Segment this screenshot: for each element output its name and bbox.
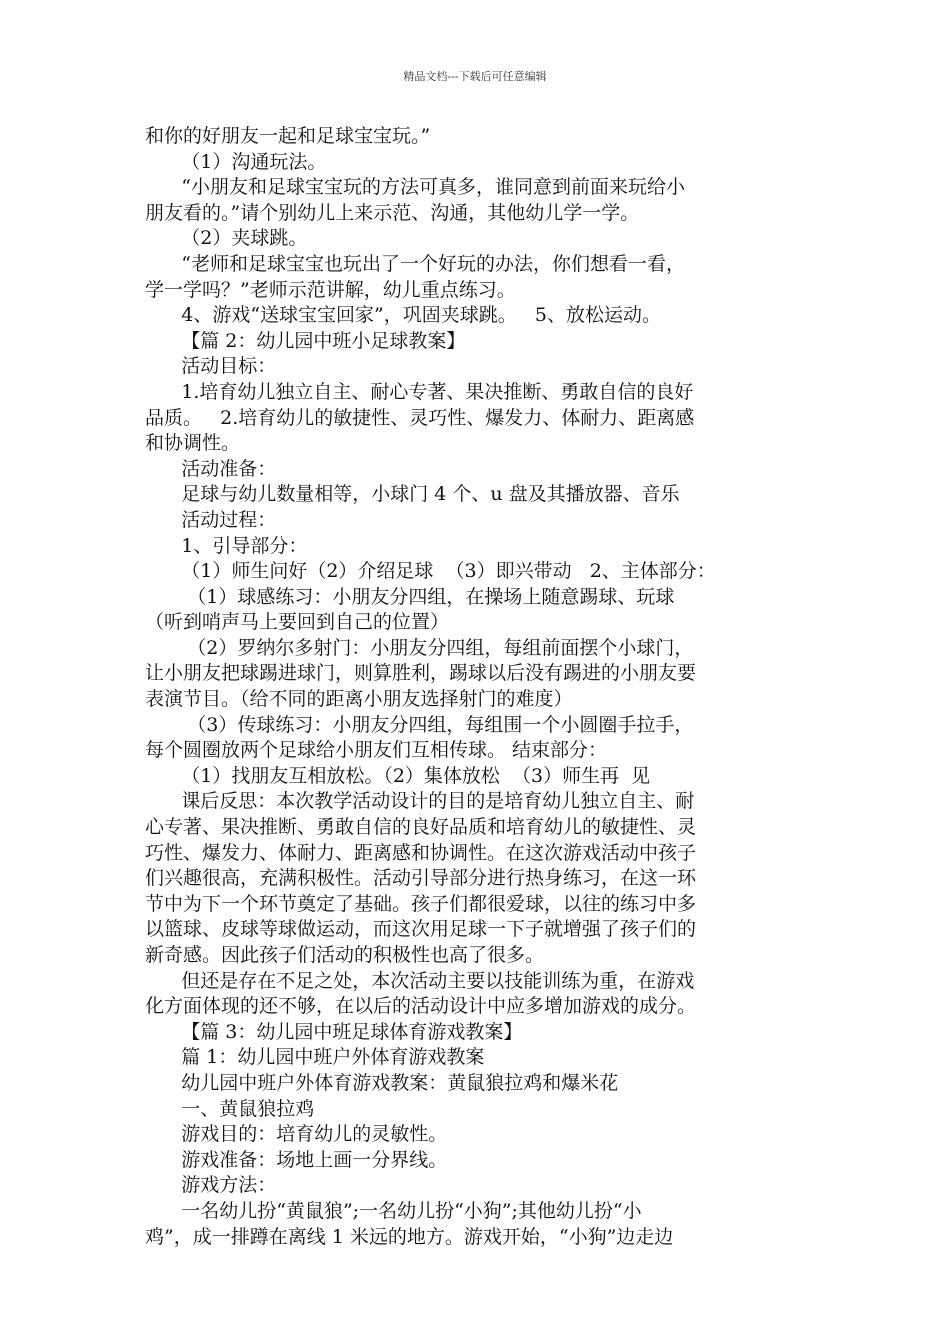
text-line: 足球与幼儿数量相等，小球门 4 个、u 盘及其播放器、音乐 <box>145 483 680 506</box>
text-line: 一、黄鼠狼拉鸡 <box>145 1097 315 1120</box>
text-line: 表演节目。（给不同的距离小朋友选择射门的难度） <box>145 688 573 711</box>
text-line: 幼儿园中班户外体育游戏教案：黄鼠狼拉鸡和爆米花 <box>145 1071 619 1094</box>
text-line: 节中为下一个环节奠定了基础。孩子们都很爱球，以往的练习中多 <box>145 892 697 915</box>
document-body <box>145 124 810 1250</box>
text-line: 活动准备： <box>145 457 277 480</box>
text-line: 活动过程： <box>145 508 277 531</box>
text-line: 课后反思：本次教学活动设计的目的是培育幼儿独立自主、耐 <box>145 790 695 813</box>
text-line: 游戏目的：培育幼儿的灵敏性。 <box>145 1123 448 1146</box>
text-line: 4、游戏“送球宝宝回家”，巩固夹球跳。 5、放松运动。 <box>145 304 661 327</box>
text-line: 们兴趣很高，充满积极性。活动引导部分进行热身练习，在这一环 <box>145 867 697 890</box>
text-line: （听到哨声马上要回到自己的位置） <box>145 611 450 634</box>
text-line: 活动目标： <box>145 355 277 378</box>
text-line: 化方面体现的还不够，在以后的活动设计中应多增加游戏的成分。 <box>145 995 697 1018</box>
text-line: 学一学吗？”老师示范讲解，幼儿重点练习。 <box>145 278 516 301</box>
text-line: 篇 1：幼儿园中班户外体育游戏教案 <box>145 1046 485 1069</box>
text-line: 1.培育幼儿独立自主、耐心专著、果决推断、勇敢自信的良好 <box>145 380 694 403</box>
text-line: 新奇感。因此孩子们活动的积极性也高了很多。 <box>145 944 545 966</box>
text-line: “老师和足球宝宝也玩出了一个好玩的办法，你们想看一看， <box>145 252 685 275</box>
section-heading: 【篇 3：幼儿园中班足球体育游戏教案】 <box>145 1020 523 1043</box>
text-line: （2）夹球跳。 <box>145 227 308 250</box>
text-line: （3）传球练习：小朋友分四组，每组围一个小圆圈手拉手， <box>145 713 694 736</box>
text-line: 让小朋友把球踢进球门，则算胜利，踢球以后没有踢进的小朋友要 <box>145 662 697 685</box>
text-line: （1）找朋友互相放松。（2）集体放松 （3）师生再 见 <box>145 764 651 787</box>
text-line: 游戏准备：场地上画一分界线。 <box>145 1148 448 1171</box>
text-line: （1）沟通玩法。 <box>145 150 327 173</box>
section-heading: 【篇 2：幼儿园中班小足球教案】 <box>145 329 466 352</box>
page-header: 精品文档---下载后可任意编辑 <box>403 70 547 83</box>
text-line: 每个圆圈放两个足球给小朋友们互相传球。 结束部分： <box>145 739 608 762</box>
text-line: （1）球感练习：小朋友分四组，在操场上随意踢球、玩球 <box>145 585 675 608</box>
text-line: 心专著、果决推断、勇敢自信的良好品质和培育幼儿的敏捷性、灵 <box>145 816 697 839</box>
text-line: 巧性、爆发力、体耐力、距离感和协调性。在这次游戏活动中孩子 <box>145 841 697 864</box>
text-line: 但还是存在不足之处，本次活动主要以技能训练为重，在游戏 <box>145 969 695 992</box>
text-line: 游戏方法： <box>145 1174 277 1197</box>
text-line: （2）罗纳尔多射门：小朋友分四组，每组前面摆个小球门， <box>145 636 694 659</box>
text-line: 朋友看的。”请个别幼儿上来示范、沟通，其他幼儿学一学。 <box>145 201 640 224</box>
text-line: 一名幼儿扮“黄鼠狼”;一名幼儿扮“小狗”;其他幼儿扮“小 <box>145 1199 642 1222</box>
text-line: 1、引导部分： <box>145 534 308 557</box>
text-line: （1）师生问好（2）介绍足球 （3）即兴带动 2、主体部分： <box>145 560 716 583</box>
text-line: 鸡”，成一排蹲在离线 1 米远的地方。游戏开始，“小狗”边走边 <box>145 1225 674 1248</box>
text-line: 以篮球、皮球等球做运动，而这次用足球一下子就增强了孩子们的 <box>145 918 697 941</box>
text-line: 和协调性。 <box>145 432 241 455</box>
text-line: 品质。 2.培育幼儿的敏捷性、灵巧性、爆发力、体耐力、距离感 <box>145 406 695 429</box>
text-line: 和你的好朋友一起和足球宝宝玩。” <box>145 125 431 147</box>
text-line: “小朋友和足球宝宝玩的方法可真多，谁同意到前面来玩给小 <box>145 176 685 199</box>
